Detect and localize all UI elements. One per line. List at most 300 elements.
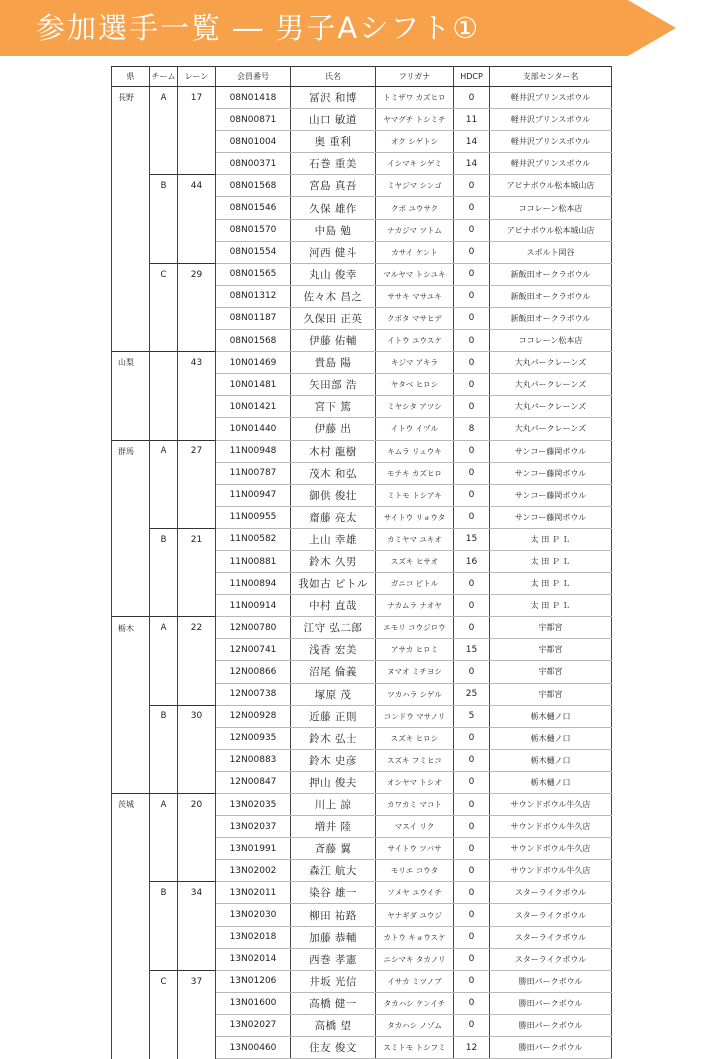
lane-cell: 20 [178,794,216,816]
prefecture-cell [112,131,150,153]
lane-cell [178,639,216,661]
team-cell [150,506,178,528]
center-name-cell: 大丸パークレーンズ [490,352,612,374]
member-number-cell: 11N00947 [216,484,291,506]
furigana-cell: カトウ キョウスケ [376,926,454,948]
table-row [112,639,612,661]
lane-cell [178,661,216,683]
player-name-cell: 御供 俊壮 [291,484,376,506]
hdcp-cell: 0 [454,352,490,374]
hdcp-cell: 0 [454,285,490,307]
table-row [112,109,612,131]
member-number-cell: 13N02027 [216,1014,291,1036]
player-name-cell: 冨沢 和博 [291,87,376,109]
furigana-cell: ヌマオ ミチヨシ [376,661,454,683]
player-name-cell: 矢田部 浩 [291,374,376,396]
center-name-cell: 栃木樋ノ口 [490,771,612,793]
team-cell [150,550,178,572]
team-cell [150,109,178,131]
hdcp-cell: 15 [454,639,490,661]
prefecture-cell [112,307,150,329]
member-number-cell: 08N01004 [216,131,291,153]
hdcp-cell: 0 [454,882,490,904]
member-number-cell: 08N01570 [216,219,291,241]
player-name-cell: 上山 幸雄 [291,528,376,550]
player-name-cell: 川上 諒 [291,794,376,816]
team-cell: A [150,794,178,816]
hdcp-cell: 0 [454,506,490,528]
table-row [112,374,612,396]
lane-cell [178,374,216,396]
furigana-cell: ミトモ トシアキ [376,484,454,506]
lane-cell: 44 [178,175,216,197]
prefecture-cell [112,484,150,506]
hdcp-cell: 16 [454,550,490,572]
member-number-cell: 13N02035 [216,794,291,816]
center-name-cell: 軽井沢プリンスボウル [490,131,612,153]
table-row [112,948,612,970]
furigana-cell: カサイ ケント [376,241,454,263]
player-name-cell: 貴島 陽 [291,352,376,374]
furigana-cell: マルヤマ トシユキ [376,263,454,285]
lane-cell [178,506,216,528]
center-name-cell: 栃木樋ノ口 [490,727,612,749]
hdcp-cell: 12 [454,1037,490,1059]
lane-cell: 43 [178,352,216,374]
player-name-cell: 加藤 恭輔 [291,926,376,948]
player-name-cell: 奥 重利 [291,131,376,153]
lane-cell [178,418,216,440]
center-name-cell: スターライクボウル [490,926,612,948]
hdcp-cell: 8 [454,418,490,440]
center-name-cell: ココレーン松本店 [490,330,612,352]
table-row [112,197,612,219]
team-cell [150,595,178,617]
hdcp-cell: 0 [454,970,490,992]
furigana-cell: ニシマキ タカノリ [376,948,454,970]
player-name-cell: 鈴木 弘士 [291,727,376,749]
prefecture-cell [112,926,150,948]
table-row [112,462,612,484]
team-cell [150,153,178,175]
team-cell: B [150,528,178,550]
player-name-cell: 我如古 ピトル [291,573,376,595]
prefecture-cell: 長野 [112,87,150,109]
player-name-cell: 河西 健斗 [291,241,376,263]
prefecture-cell [112,683,150,705]
furigana-cell: ナカムラ ナオヤ [376,595,454,617]
prefecture-cell [112,241,150,263]
player-name-cell: 浅香 宏美 [291,639,376,661]
lane-cell [178,131,216,153]
table-row [112,263,612,285]
hdcp-cell: 0 [454,462,490,484]
hdcp-cell: 0 [454,771,490,793]
table-body [112,87,612,1059]
lane-cell [178,926,216,948]
player-name-cell: 染谷 雄一 [291,882,376,904]
team-cell [150,396,178,418]
prefecture-cell [112,661,150,683]
table-row [112,970,612,992]
center-name-cell: 太 田 Ｐ Ｌ [490,550,612,572]
furigana-cell: タカハシ ケンイチ [376,992,454,1014]
table-row [112,771,612,793]
team-cell [150,904,178,926]
prefecture-cell: 栃木 [112,617,150,639]
player-name-cell: 中村 直哉 [291,595,376,617]
center-name-cell: スターライクボウル [490,882,612,904]
hdcp-cell: 0 [454,263,490,285]
hdcp-cell: 0 [454,440,490,462]
furigana-cell: サイトウ リョウタ [376,506,454,528]
member-number-cell: 11N00787 [216,462,291,484]
lane-cell [178,396,216,418]
member-number-cell: 10N01469 [216,352,291,374]
lane-cell [178,904,216,926]
hdcp-cell: 0 [454,87,490,109]
center-name-cell: スターライクボウル [490,904,612,926]
team-cell [150,352,178,374]
member-number-cell: 12N00741 [216,639,291,661]
furigana-cell: キムラ リュウキ [376,440,454,462]
hdcp-cell: 0 [454,396,490,418]
player-name-cell: 西巻 孝憲 [291,948,376,970]
player-name-cell: 井坂 光信 [291,970,376,992]
member-number-cell: 08N01187 [216,307,291,329]
member-number-cell: 13N02014 [216,948,291,970]
team-cell: C [150,263,178,285]
team-cell: B [150,705,178,727]
center-name-cell: サンコー藤岡ボウル [490,484,612,506]
member-number-cell: 13N02002 [216,860,291,882]
header-pref: 県 [112,67,150,87]
member-number-cell: 11N00894 [216,573,291,595]
lane-cell [178,573,216,595]
team-cell [150,131,178,153]
lane-cell [178,330,216,352]
table-row [112,440,612,462]
hdcp-cell: 0 [454,838,490,860]
center-name-cell: 太 田 Ｐ Ｌ [490,573,612,595]
player-name-cell: 鈴木 史彦 [291,749,376,771]
lane-cell [178,838,216,860]
player-name-cell: 柳田 祐路 [291,904,376,926]
prefecture-cell [112,330,150,352]
center-name-cell: 新飯田オークラボウル [490,263,612,285]
member-number-cell: 11N00582 [216,528,291,550]
furigana-cell: モテキ カズヒロ [376,462,454,484]
lane-cell [178,219,216,241]
furigana-cell: オシヤマ トシオ [376,771,454,793]
team-cell [150,771,178,793]
player-name-cell: 高橋 健一 [291,992,376,1014]
center-name-cell: 大丸パークレーンズ [490,374,612,396]
table-row [112,617,612,639]
player-name-cell: 石巻 重美 [291,153,376,175]
lane-cell [178,550,216,572]
furigana-cell: モリエ コウタ [376,860,454,882]
player-name-cell: 佐々木 昌之 [291,285,376,307]
member-number-cell: 10N01440 [216,418,291,440]
player-name-cell: 茂木 和弘 [291,462,376,484]
furigana-cell: イトウ ユウスケ [376,330,454,352]
hdcp-cell: 11 [454,109,490,131]
center-name-cell: スターライクボウル [490,948,612,970]
hdcp-cell: 5 [454,705,490,727]
table-row [112,573,612,595]
prefecture-cell [112,374,150,396]
member-number-cell: 13N00460 [216,1037,291,1059]
hdcp-cell: 0 [454,197,490,219]
title-banner [0,0,680,56]
hdcp-cell: 25 [454,683,490,705]
hdcp-cell: 0 [454,175,490,197]
center-name-cell: 新飯田オークラボウル [490,307,612,329]
prefecture-cell [112,462,150,484]
team-cell: B [150,882,178,904]
hdcp-cell: 0 [454,727,490,749]
team-cell [150,197,178,219]
center-name-cell: 宇都宮 [490,639,612,661]
hdcp-cell: 0 [454,241,490,263]
team-cell [150,1037,178,1059]
furigana-cell: ツカハラ シゲル [376,683,454,705]
player-name-cell: 押山 俊夫 [291,771,376,793]
team-cell [150,1014,178,1036]
prefecture-cell [112,838,150,860]
team-cell [150,683,178,705]
hdcp-cell: 0 [454,794,490,816]
lane-cell [178,307,216,329]
center-name-cell: 勝田パークボウル [490,1037,612,1059]
lane-cell [178,109,216,131]
lane-cell [178,683,216,705]
furigana-cell: タカハシ ノゾム [376,1014,454,1036]
furigana-cell: キジマ アキラ [376,352,454,374]
member-number-cell: 12N00935 [216,727,291,749]
table-row [112,816,612,838]
prefecture-cell [112,153,150,175]
table-row [112,528,612,550]
hdcp-cell: 0 [454,926,490,948]
furigana-cell: スズキ ヒサオ [376,550,454,572]
table-row [112,153,612,175]
player-name-cell: 木村 龍樹 [291,440,376,462]
furigana-cell: ヤマグチ トシミチ [376,109,454,131]
prefecture-cell [112,573,150,595]
prefecture-cell [112,595,150,617]
team-cell [150,573,178,595]
member-number-cell: 11N00955 [216,506,291,528]
lane-cell: 29 [178,263,216,285]
member-number-cell: 08N01568 [216,330,291,352]
furigana-cell: ミヤシタ アツシ [376,396,454,418]
member-number-cell: 08N01418 [216,87,291,109]
team-cell: A [150,87,178,109]
prefecture-cell [112,1014,150,1036]
table-row [112,838,612,860]
team-cell [150,926,178,948]
table-row [112,794,612,816]
prefecture-cell [112,285,150,307]
center-name-cell: 栃木樋ノ口 [490,705,612,727]
team-cell [150,816,178,838]
header-hdcp: HDCP [454,67,490,87]
center-name-cell: アピナボウル松本城山店 [490,175,612,197]
header-team: チーム [150,67,178,87]
player-name-cell: 高橋 望 [291,1014,376,1036]
member-number-cell: 12N00928 [216,705,291,727]
hdcp-cell: 0 [454,860,490,882]
member-number-cell: 13N01600 [216,992,291,1014]
hdcp-cell: 0 [454,661,490,683]
table-row [112,904,612,926]
hdcp-cell: 0 [454,374,490,396]
member-number-cell: 13N01206 [216,970,291,992]
player-name-cell: 住友 俊文 [291,1037,376,1059]
center-name-cell: サンコー藤岡ボウル [490,506,612,528]
lane-cell [178,197,216,219]
header-center: 支部センター名 [490,67,612,87]
player-name-cell: 増井 陸 [291,816,376,838]
table-row [112,550,612,572]
prefecture-cell [112,882,150,904]
player-name-cell: 江守 弘二郎 [291,617,376,639]
prefecture-cell [112,175,150,197]
prefecture-cell [112,904,150,926]
lane-cell: 27 [178,440,216,462]
lane-cell [178,948,216,970]
team-cell: B [150,175,178,197]
participant-table [111,66,612,1059]
prefecture-cell [112,396,150,418]
hdcp-cell: 14 [454,153,490,175]
center-name-cell: サウンドボウル牛久店 [490,860,612,882]
furigana-cell: イトウ イヅル [376,418,454,440]
center-name-cell: 栃木樋ノ口 [490,749,612,771]
furigana-cell: ヤナギダ ユウジ [376,904,454,926]
hdcp-cell: 0 [454,749,490,771]
center-name-cell: ココレーン松本店 [490,197,612,219]
table-row [112,506,612,528]
prefecture-cell [112,550,150,572]
prefecture-cell [112,992,150,1014]
player-name-cell: 斉藤 翼 [291,838,376,860]
center-name-cell: サウンドボウル牛久店 [490,838,612,860]
player-name-cell: 宮下 篤 [291,396,376,418]
prefecture-cell [112,771,150,793]
prefecture-cell [112,263,150,285]
header-name: 氏名 [291,67,376,87]
table-row [112,727,612,749]
member-number-cell: 11N00881 [216,550,291,572]
prefecture-cell [112,860,150,882]
prefecture-cell [112,816,150,838]
furigana-cell: ササキ マサユキ [376,285,454,307]
team-cell [150,307,178,329]
table-row [112,307,612,329]
lane-cell [178,860,216,882]
prefecture-cell [112,197,150,219]
table-row [112,749,612,771]
table-row [112,87,612,109]
table-row [112,926,612,948]
center-name-cell: 軽井沢プリンスボウル [490,109,612,131]
member-number-cell: 10N01421 [216,396,291,418]
team-cell [150,860,178,882]
furigana-cell: クボ ユウサク [376,197,454,219]
center-name-cell: 大丸パークレーンズ [490,418,612,440]
table-row [112,418,612,440]
prefecture-cell: 群馬 [112,440,150,462]
team-cell [150,948,178,970]
player-name-cell: 森江 航大 [291,860,376,882]
prefecture-cell [112,418,150,440]
member-number-cell: 11N00914 [216,595,291,617]
center-name-cell: 宇都宮 [490,661,612,683]
furigana-cell: オク シゲトシ [376,131,454,153]
member-number-cell: 08N01565 [216,263,291,285]
furigana-cell: スズキ ヒロシ [376,727,454,749]
member-number-cell: 08N01554 [216,241,291,263]
table-row [112,241,612,263]
furigana-cell: カミヤマ ユキオ [376,528,454,550]
member-number-cell: 13N02018 [216,926,291,948]
lane-cell [178,771,216,793]
hdcp-cell: 15 [454,528,490,550]
team-cell [150,330,178,352]
player-name-cell: 宮島 真吾 [291,175,376,197]
furigana-cell: トミザワ カズヒロ [376,87,454,109]
lane-cell [178,595,216,617]
player-name-cell: 久保 雄作 [291,197,376,219]
page-title: 参加選手一覧 ― 男子Aシフト① [36,11,481,45]
member-number-cell: 11N00948 [216,440,291,462]
team-cell [150,749,178,771]
member-number-cell: 08N01312 [216,285,291,307]
hdcp-cell: 0 [454,992,490,1014]
prefecture-cell [112,727,150,749]
member-number-cell: 13N01991 [216,838,291,860]
furigana-cell: クボタ マサヒデ [376,307,454,329]
player-name-cell: 伊藤 出 [291,418,376,440]
table-row [112,595,612,617]
team-cell [150,462,178,484]
prefecture-cell [112,528,150,550]
center-name-cell: スポルト岡谷 [490,241,612,263]
hdcp-cell: 0 [454,219,490,241]
lane-cell [178,484,216,506]
team-cell [150,219,178,241]
table-row [112,285,612,307]
center-name-cell: サンコー藤岡ボウル [490,462,612,484]
furigana-cell: スミトモ トシフミ [376,1037,454,1059]
lane-cell [178,749,216,771]
member-number-cell: 13N02030 [216,904,291,926]
table-row [112,484,612,506]
team-cell [150,838,178,860]
header-kana: フリガナ [376,67,454,87]
table-row [112,131,612,153]
prefecture-cell [112,705,150,727]
table-row [112,683,612,705]
table-row [112,352,612,374]
furigana-cell: ガニコ ピトル [376,573,454,595]
lane-cell: 21 [178,528,216,550]
center-name-cell: 宇都宮 [490,683,612,705]
center-name-cell: 勝田パークボウル [490,1014,612,1036]
